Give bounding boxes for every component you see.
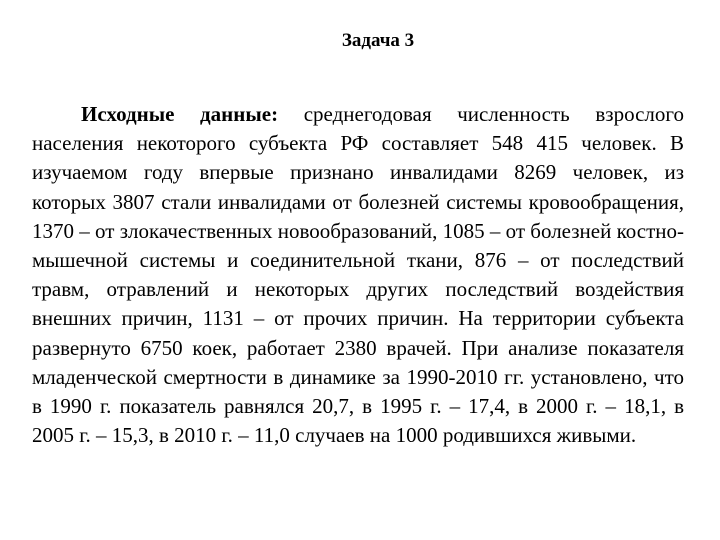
task-body-text: среднегодовая численность взрослого населения некоторого субъекта РФ составляет 548 415 человек. В изучаемом году впервые признано инвалидами 8269 человек, из которых 3807 стали инвалидами от болезней системы кровообращения, 1370 – от злокачественных новообразований, 1085 – от болезней костно-мышечной системы и соединительной ткани, 876 – от последствий травм, отравлений и некоторых других последствий воздействия внешних причин, 1131 – от прочих причин. На территории субъекта развернуто 6750 коек, работает 2380 врачей. При анализе показателя младенческой смертности в динамике за 1990-2010 гг. установлено, что в 1990 г. показатель равнялся 20,7, в 1995 г. – 17,4, в 2000 г. – 18,1, в 2005 г. – 15,3, в 2010 г. – 11,0 случаев на 1000 родившихся живыми. xyxy=(32,102,684,448)
task-text xyxy=(32,100,684,450)
source-data-label: Исходные данные: xyxy=(81,102,279,126)
task-title: Задача 3 xyxy=(341,30,415,51)
task-title-container xyxy=(0,30,720,52)
